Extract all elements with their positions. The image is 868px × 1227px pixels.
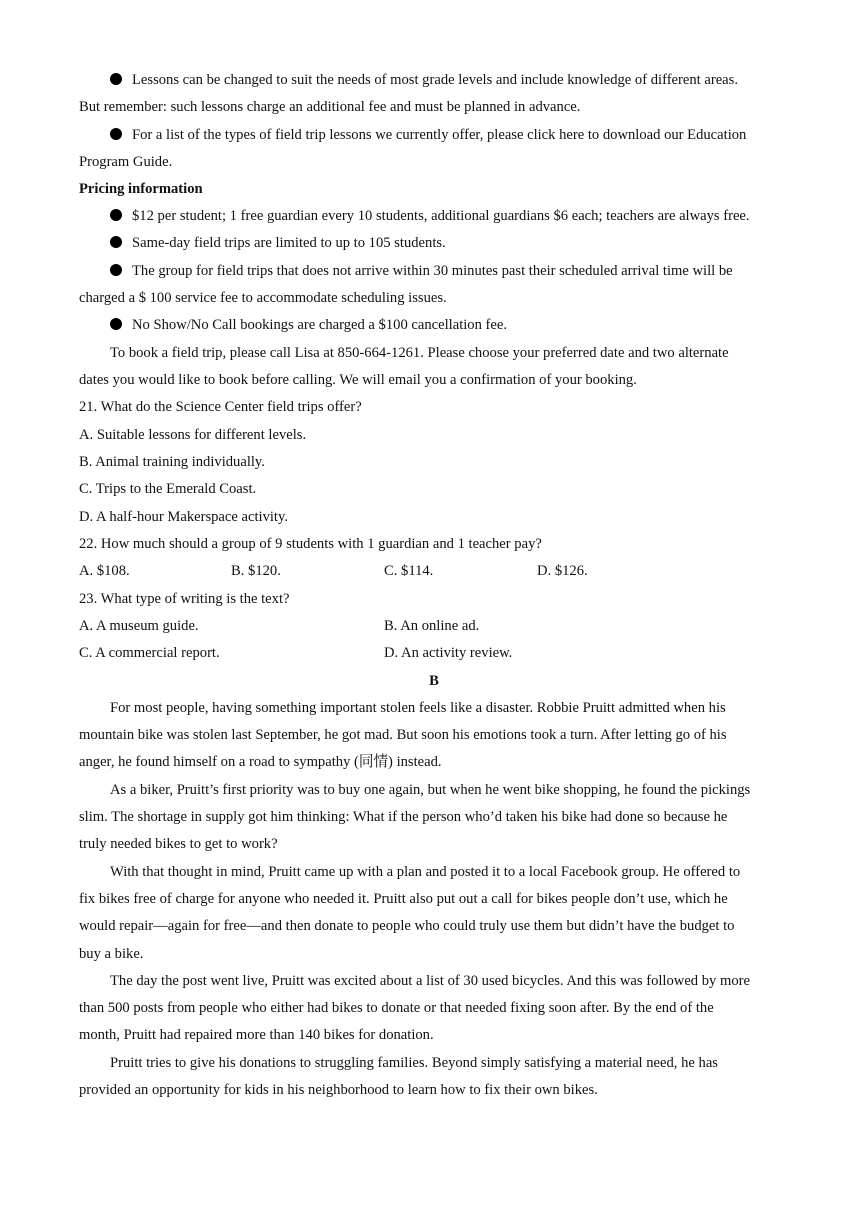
section-b-heading: B bbox=[429, 673, 439, 689]
booking-paragraph-line: To book a field trip, please call Lisa at 850-664-1261. Please choose your preferred date and two alternate bbox=[110, 345, 729, 361]
q23-option-c: C. A commercial report. bbox=[79, 645, 220, 661]
q21-option-b: B. Animal training individually. bbox=[79, 454, 265, 470]
passage-line: fix bikes free of charge for anyone who needed it. Pruitt also put out a call for bikes people don’t use, which he bbox=[79, 891, 728, 907]
bullet-no-show-fee bbox=[110, 315, 507, 335]
bullet-icon bbox=[110, 209, 122, 221]
bullet-icon bbox=[110, 264, 122, 276]
q23-option-b: B. An online ad. bbox=[384, 618, 480, 634]
passage-line: With that thought in mind, Pruitt came up with a plan and posted it to a local Facebook group. He offered to bbox=[110, 864, 741, 880]
bullet-lessons-levels bbox=[110, 70, 738, 90]
passage-line: anger, he found himself on a road to sympathy (同情) instead. bbox=[79, 754, 442, 770]
bullet-text: The group for field trips that does not arrive within 30 minutes past their scheduled arrival time will be bbox=[132, 263, 733, 279]
bullet-price-per-student bbox=[110, 206, 750, 226]
bullet-continuation: Program Guide. bbox=[79, 154, 173, 170]
passage-line: slim. The shortage in supply got him thinking: What if the person who’d taken his bike had done so because he bbox=[79, 809, 728, 825]
bullet-continuation: charged a $ 100 service fee to accommodate scheduling issues. bbox=[79, 290, 447, 306]
q22-option-c: C. $114. bbox=[384, 563, 434, 579]
q21-option-d: D. A half-hour Makerspace activity. bbox=[79, 509, 288, 525]
passage-line: The day the post went live, Pruitt was excited about a list of 30 used bicycles. And this was followed by more bbox=[110, 973, 750, 989]
passage-line: mountain bike was stolen last September, he got mad. But soon his emotions took a turn. After letting go of his bbox=[79, 727, 727, 743]
bullet-late-arrival-fee bbox=[110, 261, 733, 281]
q23-option-d: D. An activity review. bbox=[384, 645, 513, 661]
bullet-icon bbox=[110, 318, 122, 330]
q22-option-d: D. $126. bbox=[537, 563, 588, 579]
q23-option-a: A. A museum guide. bbox=[79, 618, 199, 634]
pricing-heading: Pricing information bbox=[79, 181, 203, 197]
bullet-continuation: But remember: such lessons charge an additional fee and must be planned in advance. bbox=[79, 99, 581, 115]
bullet-text: $12 per student; 1 free guardian every 10 students, additional guardians $6 each; teachers are always free. bbox=[132, 208, 750, 224]
passage-line: buy a bike. bbox=[79, 946, 144, 962]
question-23-stem: 23. What type of writing is the text? bbox=[79, 591, 290, 607]
passage-line: As a biker, Pruitt’s first priority was to buy one again, but when he went bike shopping, he found the pickings bbox=[110, 782, 751, 798]
booking-paragraph-line: dates you would like to book before calling. We will email you a confirmation of your booking. bbox=[79, 372, 637, 388]
q22-option-b: B. $120. bbox=[231, 563, 281, 579]
passage-line: For most people, having something important stolen feels like a disaster. Robbie Pruitt admitted when his bbox=[110, 700, 726, 716]
bullet-same-day-limit bbox=[110, 233, 446, 253]
question-22-stem: 22. How much should a group of 9 students with 1 guardian and 1 teacher pay? bbox=[79, 536, 542, 552]
passage-line: truly needed bikes to get to work? bbox=[79, 836, 278, 852]
bullet-text: For a list of the types of field trip lessons we currently offer, please click here to download our Education bbox=[132, 127, 747, 143]
passage-line: month, Pruitt had repaired more than 140 bikes for donation. bbox=[79, 1027, 434, 1043]
passage-line: would repair—again for free—and then donate to people who could truly use them but didn’t have the budget to bbox=[79, 918, 735, 934]
bullet-text: No Show/No Call bookings are charged a $100 cancellation fee. bbox=[132, 317, 508, 333]
bullet-program-guide bbox=[110, 125, 746, 145]
passage-line: Pruitt tries to give his donations to struggling families. Beyond simply satisfying a material need, he has bbox=[110, 1055, 718, 1071]
bullet-icon bbox=[110, 128, 122, 140]
question-21-stem: 21. What do the Science Center field trips offer? bbox=[79, 399, 362, 415]
bullet-text: Same-day field trips are limited to up to 105 students. bbox=[132, 235, 446, 251]
bullet-icon bbox=[110, 73, 122, 85]
bullet-text: Lessons can be changed to suit the needs of most grade levels and include knowledge of different areas. bbox=[132, 72, 738, 88]
passage-line: provided an opportunity for kids in his neighborhood to learn how to fix their own bikes. bbox=[79, 1082, 598, 1098]
passage-line: than 500 posts from people who either had bikes to donate or that needed fixing soon after. By the end of the bbox=[79, 1000, 714, 1016]
q22-option-a: A. $108. bbox=[79, 563, 130, 579]
q21-option-a: A. Suitable lessons for different levels. bbox=[79, 427, 307, 443]
q21-option-c: C. Trips to the Emerald Coast. bbox=[79, 481, 257, 497]
bullet-icon bbox=[110, 236, 122, 248]
